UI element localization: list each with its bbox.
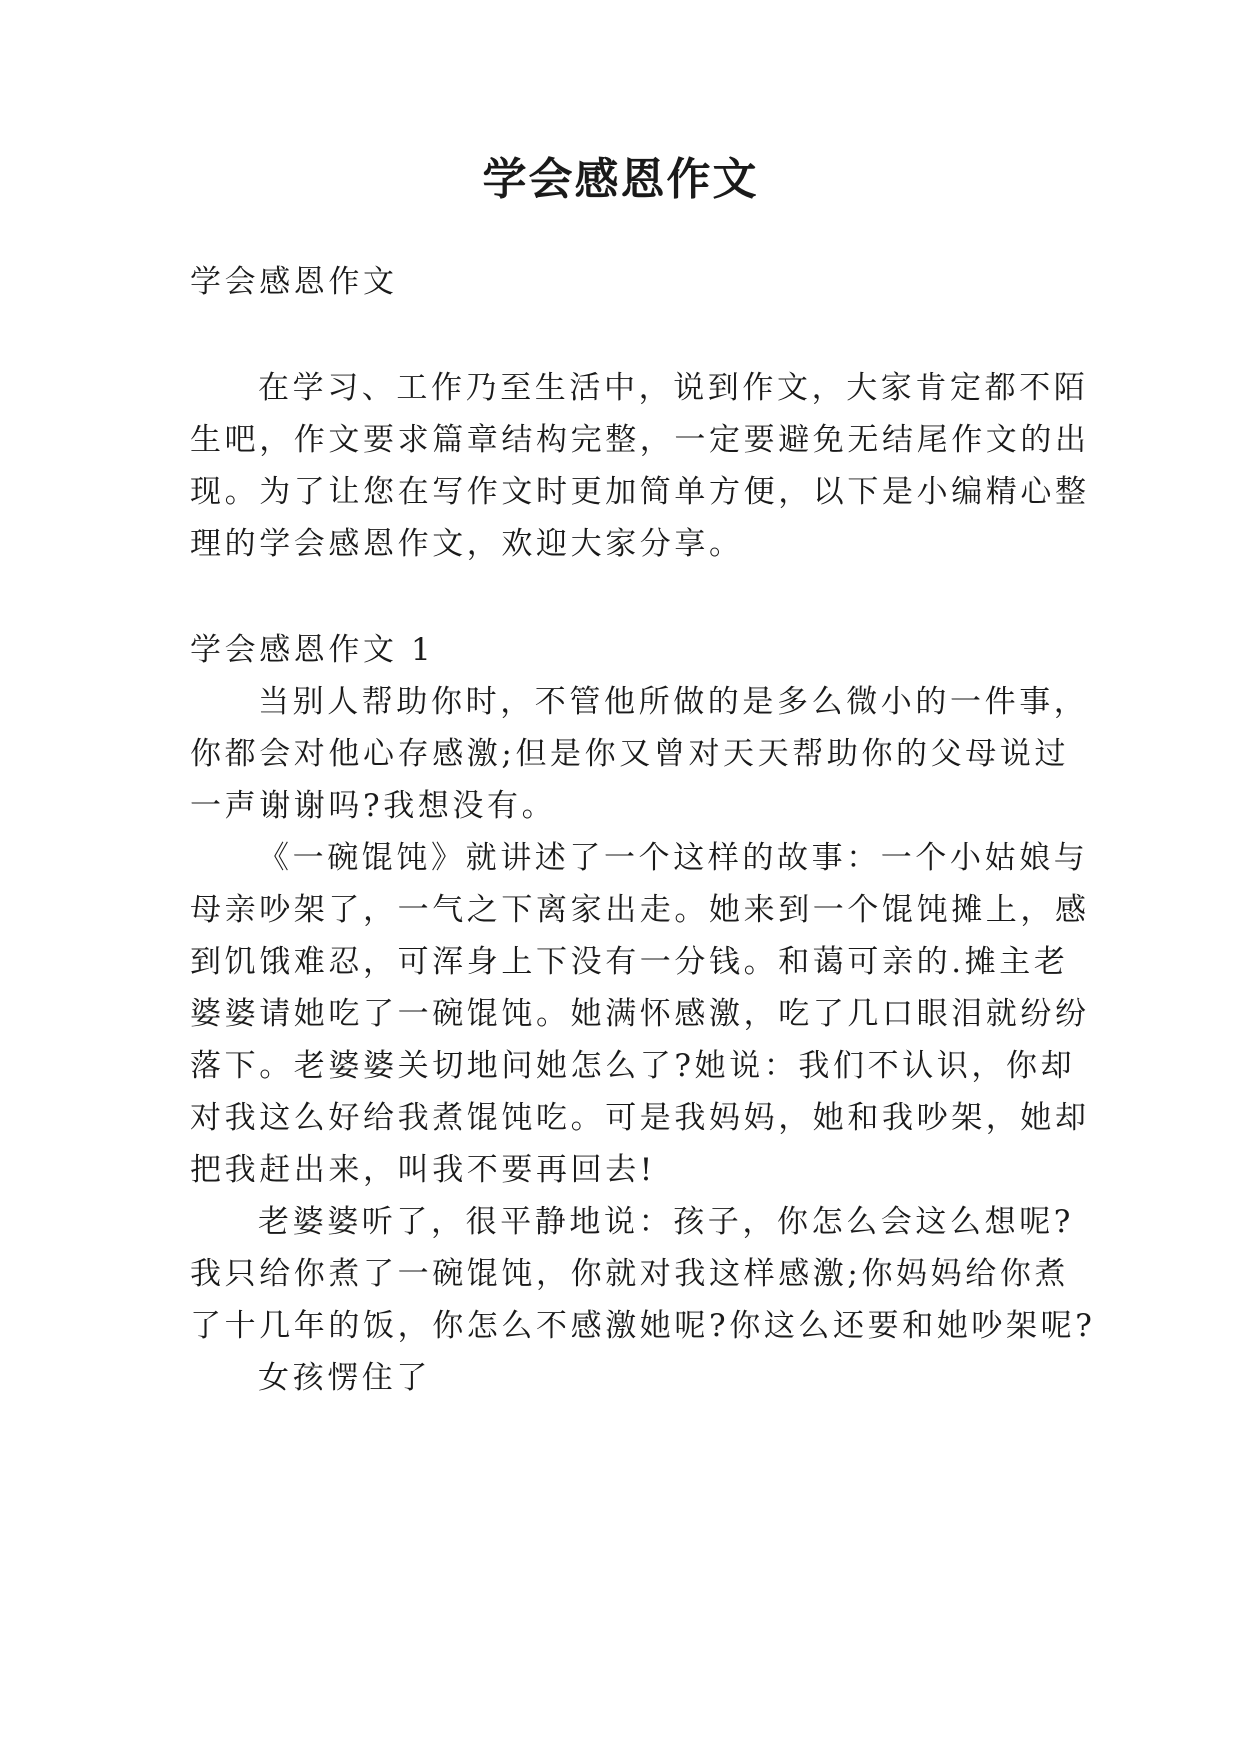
intro-line-4: 理的学会感恩作文，欢迎大家分享。 bbox=[190, 526, 744, 562]
para2-line-3: 到饥饿难忍，可浑身上下没有一分钱。和蔼可亲的.摊主老 bbox=[190, 944, 1069, 980]
para3-line-3: 了十几年的饭，你怎么不感激她呢?你这么还要和她吵架呢? bbox=[190, 1308, 1096, 1344]
document-title: 学会感恩作文 bbox=[482, 154, 759, 205]
para2-line-2: 母亲吵架了，一气之下离家出走。她来到一个馄饨摊上，感 bbox=[190, 892, 1090, 928]
para1-line-2: 你都会对他心存感激;但是你又曾对天天帮助你的父母说过 bbox=[190, 736, 1070, 772]
intro-line-2: 生吧，作文要求篇章结构完整，一定要避免无结尾作文的出 bbox=[190, 422, 1090, 458]
para2-line-1: 《一碗馄饨》就讲述了一个这样的故事：一个小姑娘与 bbox=[258, 840, 1089, 876]
para4-line-1: 女孩愣住了 bbox=[258, 1360, 431, 1396]
section-heading: 学会感恩作文 1 bbox=[190, 632, 435, 668]
intro-line-3: 现。为了让您在写作文时更加简单方便，以下是小编精心整 bbox=[190, 474, 1090, 510]
para1-line-1: 当别人帮助你时，不管他所做的是多么微小的一件事， bbox=[258, 684, 1089, 720]
para2-line-5: 落下。老婆婆关切地问她怎么了?她说：我们不认识，你却 bbox=[190, 1048, 1076, 1084]
intro-line-1: 在学习、工作乃至生活中，说到作文，大家肯定都不陌 bbox=[258, 370, 1089, 406]
para2-line-6: 对我这么好给我煮馄饨吃。可是我妈妈，她和我吵架，她却 bbox=[190, 1100, 1090, 1136]
para2-line-7: 把我赶出来，叫我不要再回去! bbox=[190, 1152, 656, 1188]
document-subtitle: 学会感恩作文 bbox=[190, 264, 398, 300]
para3-line-2: 我只给你煮了一碗馄饨，你就对我这样感激;你妈妈给你煮 bbox=[190, 1256, 1070, 1292]
para2-line-4: 婆婆请她吃了一碗馄饨。她满怀感激，吃了几口眼泪就纷纷 bbox=[190, 996, 1090, 1032]
para1-line-3: 一声谢谢吗?我想没有。 bbox=[190, 788, 557, 824]
para3-line-1: 老婆婆听了，很平静地说：孩子，你怎么会这么想呢? bbox=[258, 1204, 1075, 1240]
